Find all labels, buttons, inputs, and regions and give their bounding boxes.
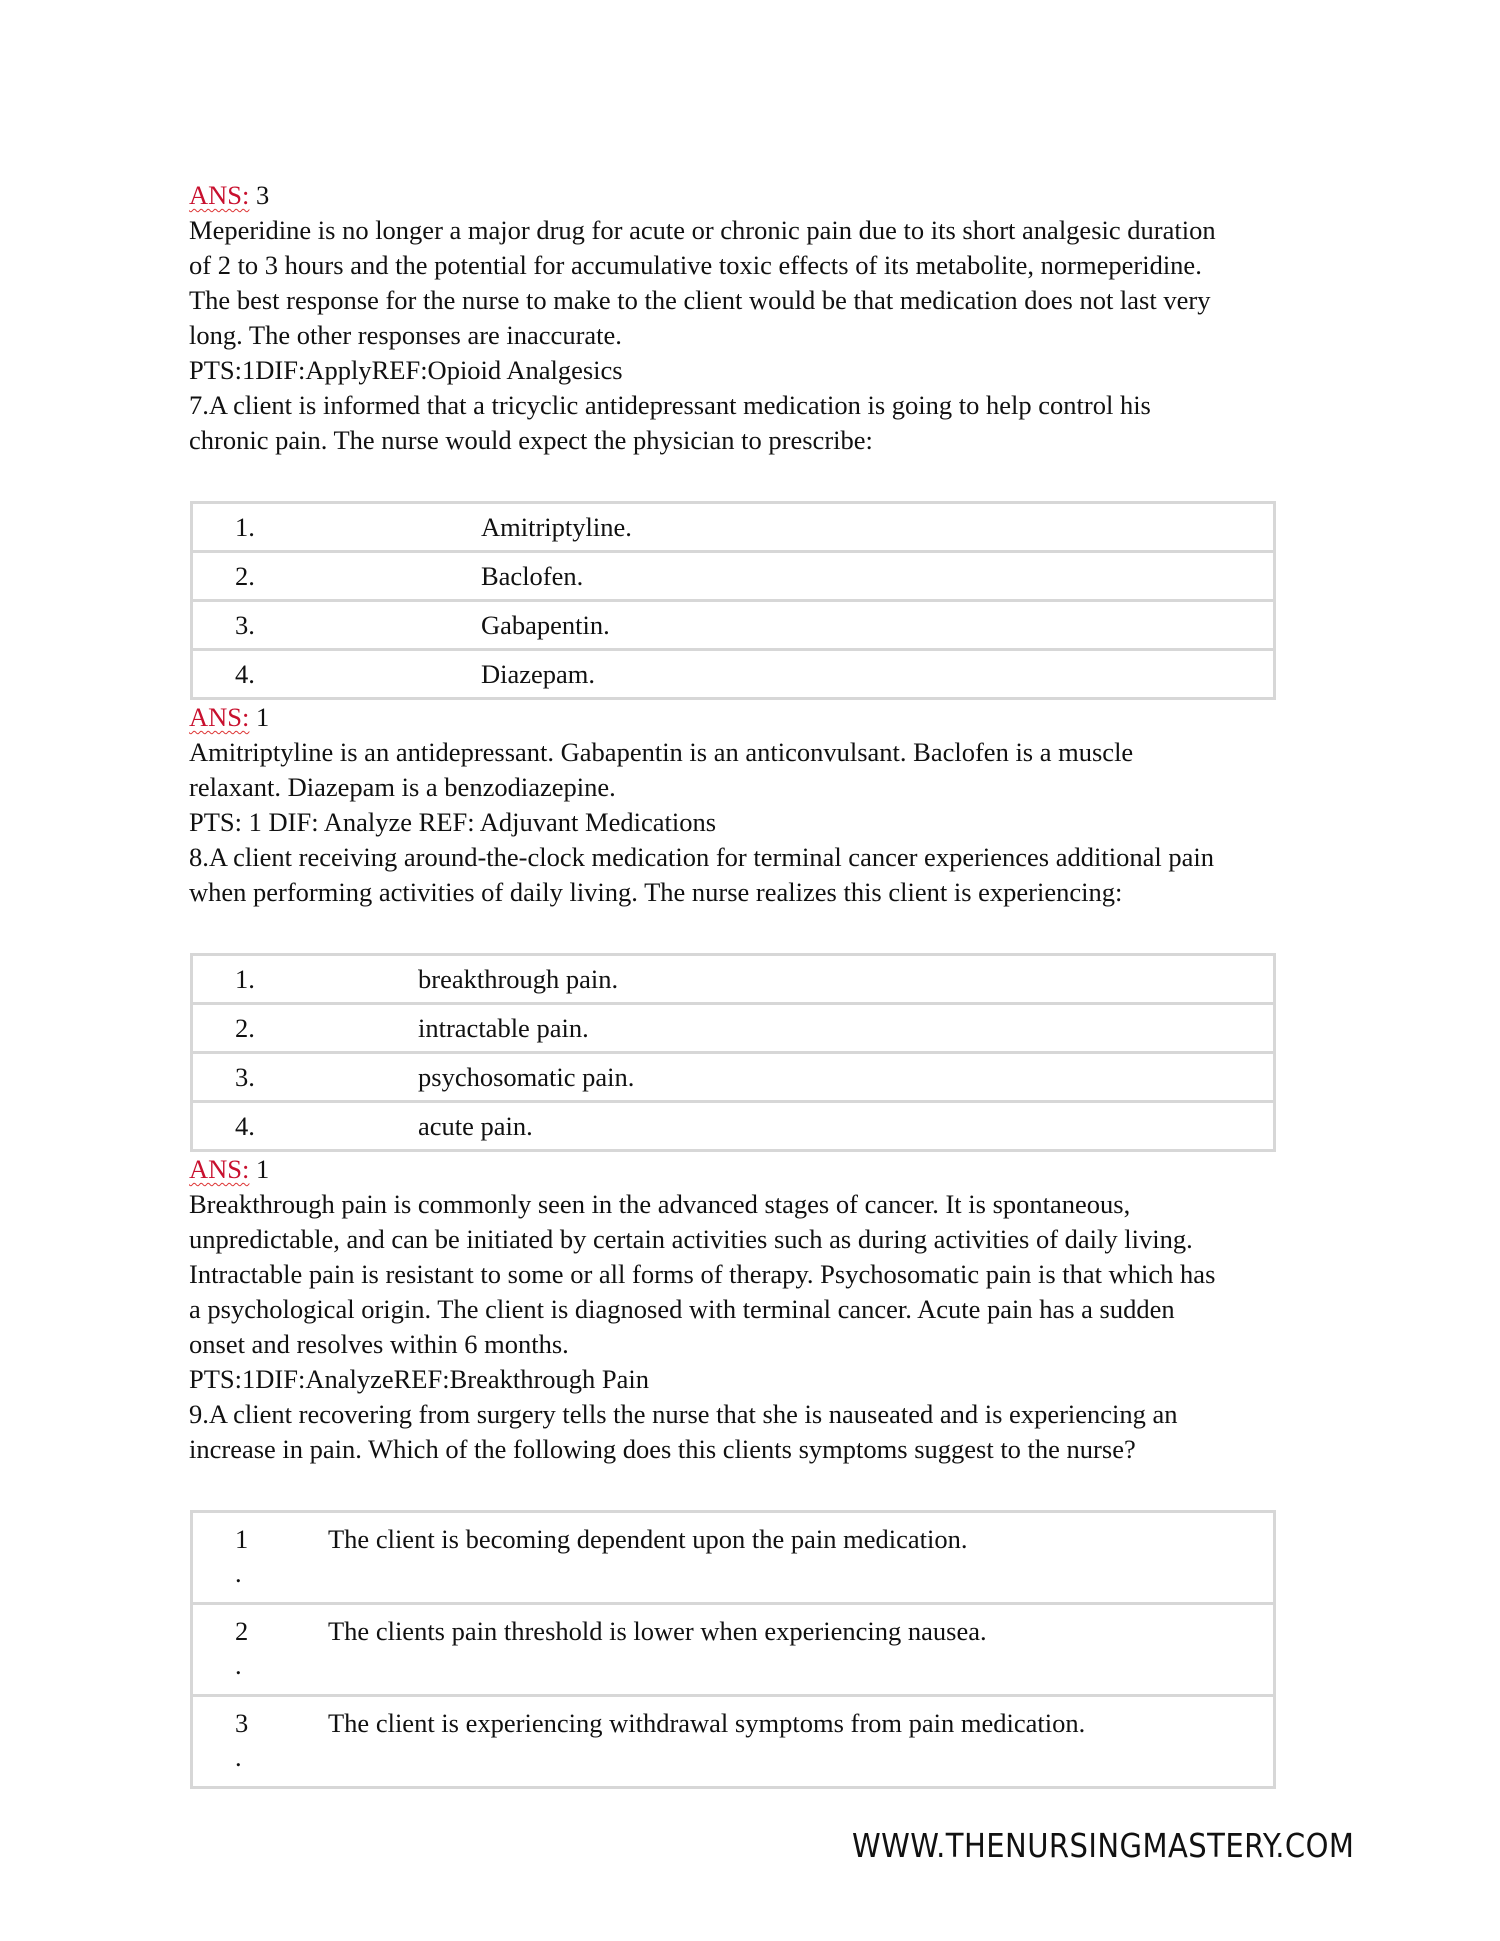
answer-line [189,178,1299,213]
answer-label: ANS: [189,1154,250,1184]
rationale-line: long. The other responses are inaccurate. [189,320,622,350]
answer-value: 3 [256,180,270,210]
rationale-line: relaxant. Diazepam is a benzodiazepine. [189,772,616,802]
option-text: The client is experiencing withdrawal symptoms from pain medication. [328,1696,1275,1788]
option-row [192,601,1275,650]
website-footer: WWW.THENURSINGMASTERY.COM [852,1826,1355,1865]
rationale-line: Intractable pain is resistant to some or all forms of therapy. Psychosomatic pain is that which has [189,1259,1216,1289]
options-table-q8 [190,953,1276,1152]
option-number [192,1604,329,1696]
option-row [192,552,1275,601]
rationale-line: unpredictable, and can be initiated by certain activities such as during activities of daily living. [189,1224,1193,1254]
document-page [189,178,1299,1789]
option-dot: . [235,1650,242,1680]
option-row [192,1604,1275,1696]
option-text: Baclofen. [481,552,1275,601]
option-row [192,650,1275,699]
option-text: The client is becoming dependent upon the pain medication. [328,1512,1275,1604]
pts-line: PTS:1DIF:AnalyzeREF:Breakthrough Pain [189,1364,650,1394]
option-row [192,1053,1275,1102]
pts-line: PTS: 1 DIF: Analyze REF: Adjuvant Medications [189,807,717,837]
option-row [192,955,1275,1004]
question-stem: 8.A client receiving around-the-clock medication for terminal cancer experiences additional pain [189,842,1214,872]
option-text: Diazepam. [481,650,1275,699]
question-stem: 7.A client is informed that a tricyclic antidepressant medication is going to help control his [189,390,1151,420]
answer-label: ANS: [189,702,250,732]
option-row [192,1512,1275,1604]
rationale-line: The best response for the nurse to make to the client would be that medication does not last very [189,285,1211,315]
option-text: The clients pain threshold is lower when experiencing nausea. [328,1604,1275,1696]
answer-value: 1 [256,702,270,732]
rationale-line: of 2 to 3 hours and the potential for accumulative toxic effects of its metabolite, normeperidine. [189,250,1202,280]
option-text: Gabapentin. [481,601,1275,650]
option-number [192,1696,329,1788]
answer-value: 1 [256,1154,270,1184]
option-digit: 1 [235,1524,249,1554]
answer-line [189,700,1299,735]
question-stem: increase in pain. Which of the following does this clients symptoms suggest to the nurse? [189,1434,1136,1464]
option-text: Amitriptyline. [481,503,1275,552]
options-table-q9 [190,1510,1276,1789]
question-stem: 9.A client recovering from surgery tells the nurse that she is nauseated and is experiencing an [189,1399,1178,1429]
options-table-q7 [190,501,1276,700]
option-text: acute pain. [418,1102,1275,1151]
answer-line [189,1152,1299,1187]
option-number: 4. [192,1102,419,1151]
rationale-line: onset and resolves within 6 months. [189,1329,569,1359]
option-dot: . [235,1558,242,1588]
option-number: 2. [192,1004,419,1053]
option-digit: 3 [235,1708,249,1738]
option-dot: . [235,1742,242,1772]
option-digit: 2 [235,1616,249,1646]
option-number: 3. [192,1053,419,1102]
option-number: 2. [192,552,482,601]
rationale-line: Amitriptyline is an antidepressant. Gabapentin is an anticonvulsant. Baclofen is a muscle [189,737,1134,767]
rationale-line: Breakthrough pain is commonly seen in the advanced stages of cancer. It is spontaneous, [189,1189,1131,1219]
option-row [192,1004,1275,1053]
rationale-line: a psychological origin. The client is diagnosed with terminal cancer. Acute pain has a sudden [189,1294,1175,1324]
option-row [192,1696,1275,1788]
option-text: psychosomatic pain. [418,1053,1275,1102]
option-text: intractable pain. [418,1004,1275,1053]
option-number: 1. [192,955,419,1004]
answer-label: ANS: [189,180,250,210]
option-number: 3. [192,601,482,650]
option-row [192,503,1275,552]
option-number: 1. [192,503,482,552]
question-stem: chronic pain. The nurse would expect the physician to prescribe: [189,425,873,455]
option-row [192,1102,1275,1151]
option-number: 4. [192,650,482,699]
pts-line: PTS:1DIF:ApplyREF:Opioid Analgesics [189,355,623,385]
option-number [192,1512,329,1604]
option-text: breakthrough pain. [418,955,1275,1004]
rationale-line: Meperidine is no longer a major drug for acute or chronic pain due to its short analgesic duration [189,215,1216,245]
question-stem: when performing activities of daily living. The nurse realizes this client is experiencing: [189,877,1123,907]
